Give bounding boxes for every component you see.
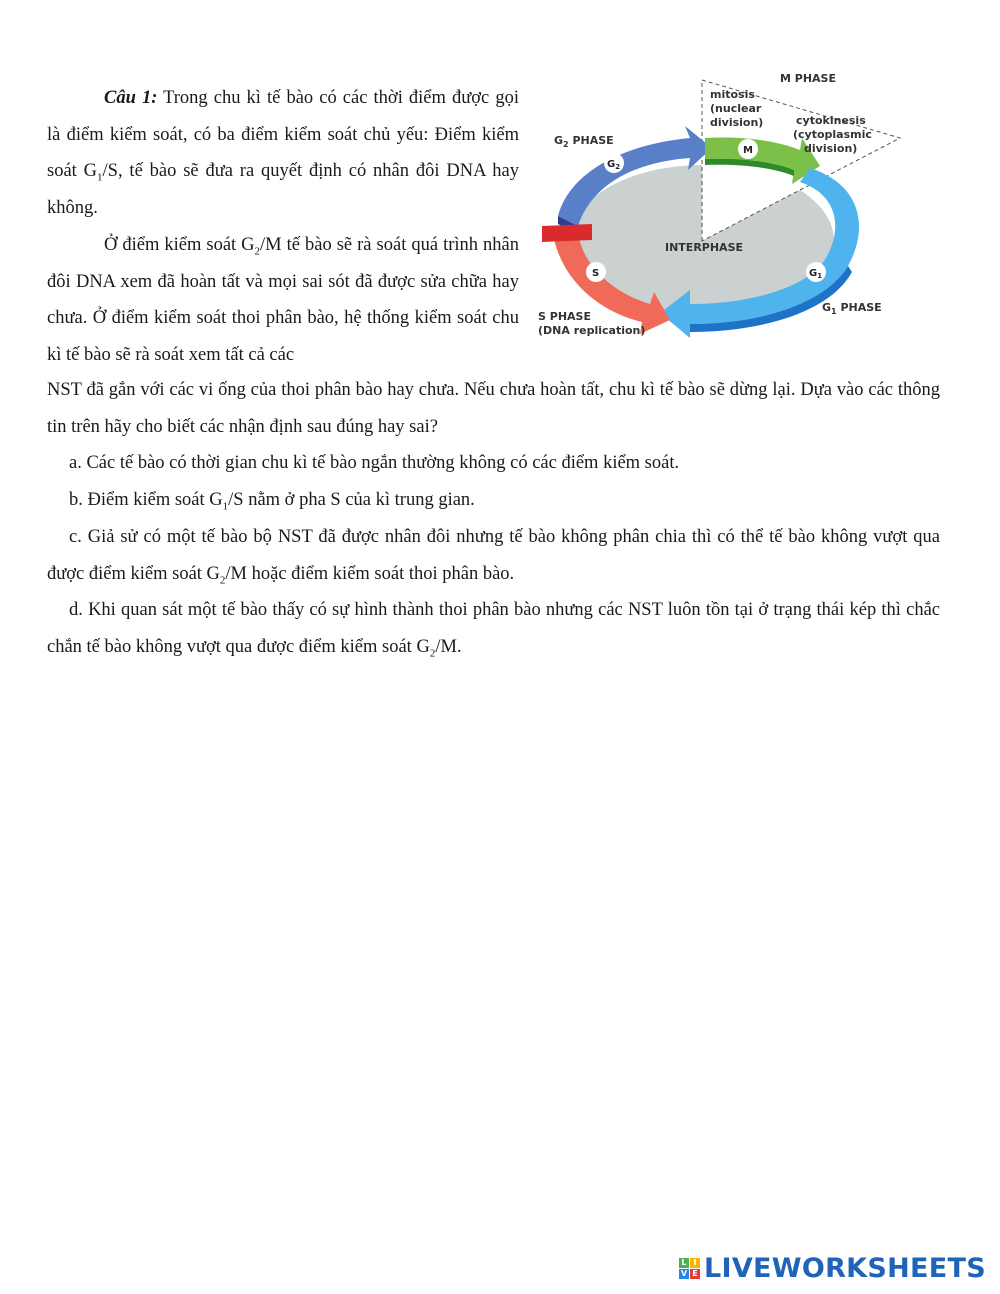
mitosis-label-3: division) (710, 116, 764, 129)
body-text (47, 372, 940, 666)
intro-text (47, 80, 519, 374)
option-b (47, 482, 940, 519)
g2-badge-label: $G_2$ (607, 159, 621, 171)
p2-text-b: /M tế bào sẽ rà soát quá trình nhân đôi DNA xem đã hoàn tất và mọi sai sót đã được sửa chữa hay chưa. Ở điểm kiểm soát thoi phân bào, hệ thống kiểm soát chu kì tế bào sẽ rà soát xem tất cả các (47, 234, 519, 365)
option-d (47, 592, 940, 665)
option-b-subscript: 1 (222, 500, 229, 513)
s-checkpoint-bar (542, 224, 592, 242)
cell-cycle-diagram (530, 66, 940, 346)
paragraph-2 (47, 227, 519, 374)
logo-letter-3: V (680, 1269, 688, 1278)
paragraph-3: NST đã gắn với các vi ống của thoi phân bào hay chưa. Nếu chưa hoàn tất, chu kì tế bào sẽ dừng lại. Dựa vào các thông tin trên hãy cho biết các nhận định sau đúng hay sai? (47, 380, 940, 437)
question-label: Câu 1: (104, 88, 158, 108)
liveworksheets-logo (679, 1253, 986, 1284)
option-c (47, 519, 940, 592)
option-d-text-a: d. Khi quan sát một tế bào thấy có sự hình thành thoi phân bào nhưng các NST luôn tồn tại ở trạng thái kép thì chắc chắn tế bào không vượt qua được điểm kiểm soát G (47, 600, 940, 657)
m-badge-label: M (743, 145, 753, 156)
s-badge-label: S (592, 268, 600, 279)
option-c-subscript: 2 (219, 574, 226, 587)
s-phase-label-2: (DNA replication) (538, 324, 646, 337)
interphase-label: INTERPHASE (665, 241, 744, 254)
g1-phase-label: $G_1$ PHASE (822, 301, 882, 316)
cytokinesis-label-1: cytokinesis (796, 114, 866, 127)
p2-subscript: 2 (254, 245, 261, 258)
option-d-subscript: 2 (429, 647, 436, 660)
m-phase-label: M PHASE (780, 72, 836, 85)
p1-subscript: 1 (97, 172, 103, 185)
s-phase-label-1: S PHASE (538, 310, 591, 323)
p1-text-a: Trong chu kì tế bào có các thời điểm được gọi là điểm kiểm soát, có ba điểm kiểm soát chủ yếu: Điểm kiểm soát G (47, 88, 519, 182)
mitosis-label-2: (nuclear (710, 102, 762, 115)
p1-text-b: /S, tế bào sẽ đưa ra quyết định có nhân đôi DNA hay không. (47, 161, 519, 219)
logo-icon (679, 1258, 700, 1279)
cytokinesis-label-2: (cytoplasmic (793, 128, 872, 141)
cytokinesis-label-3: division) (804, 142, 858, 155)
option-b-text-b: /S nằm ở pha S của kì trung gian. (228, 490, 475, 511)
option-c-text-b: /M hoặc điểm kiểm soát thoi phân bào. (225, 563, 515, 584)
logo-letter-1: L (679, 1258, 689, 1268)
logo-letter-4: E (690, 1269, 700, 1279)
logo-letter-2: I (690, 1258, 700, 1268)
g1-badge-label: $G_1$ (809, 268, 823, 280)
logo-text: LIVEWORKSHEETS (703, 1253, 986, 1284)
mitosis-label-1: mitosis (710, 88, 755, 101)
paragraph-1 (47, 80, 519, 227)
option-c-text-a: c. Giả sử có một tế bào bộ NST đã được nhân đôi nhưng tế bào không phân chia thì có thể tế bào không vượt qua được điểm kiểm soát G (47, 526, 940, 584)
option-a: a. Các tế bào có thời gian chu kì tế bào ngắn thường không có các điểm kiểm soát. (69, 453, 680, 474)
g2-phase-label: $G_2$ PHASE (554, 134, 614, 149)
option-b-text-a: b. Điểm kiểm soát G (69, 490, 223, 511)
option-d-text-b: /M. (435, 636, 462, 657)
p2-text-a: Ở điểm kiểm soát G (104, 234, 255, 255)
